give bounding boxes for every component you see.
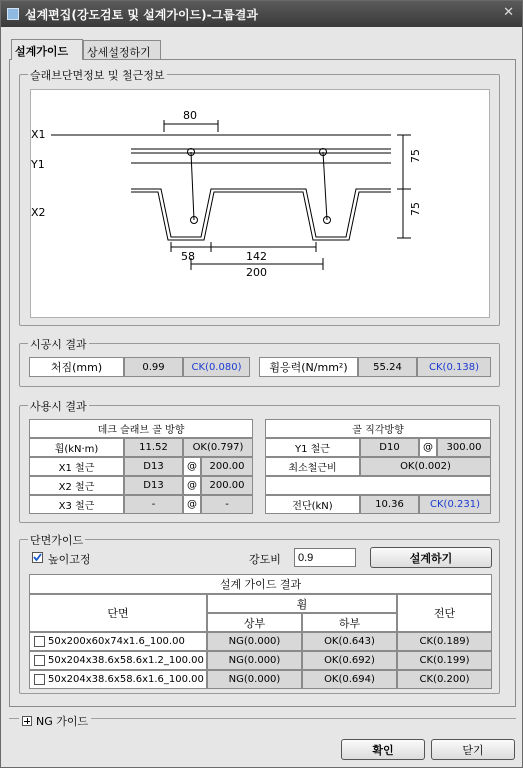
dim-80: 80 [183, 109, 197, 122]
moment-label: 휨(kN·m) [29, 438, 124, 457]
col-moment: 휨 [207, 594, 397, 613]
row-checkbox[interactable] [34, 674, 45, 685]
row-top: NG(0.000) [207, 670, 302, 689]
title-bar[interactable] [1, 1, 522, 27]
y1-spacing: 300.00 [437, 438, 491, 457]
label-x1: X1 [31, 128, 46, 141]
strength-ratio-input[interactable] [294, 548, 356, 567]
service-result-label: 사용시 결과 [30, 400, 87, 413]
row-shear: CK(0.189) [397, 632, 492, 651]
ng-guide-label: NG 가이드 [36, 715, 89, 728]
deflection-value: 0.99 [124, 357, 183, 377]
dim-75-top: 75 [409, 149, 422, 163]
row-section: 50x200x60x74x1.6_100.00 [48, 636, 185, 647]
design-button[interactable]: 설계하기 [370, 547, 492, 568]
shear-label: 전단(kN) [265, 495, 360, 514]
row-bottom: OK(0.694) [302, 670, 397, 689]
tab-detail-settings[interactable]: 상세설정하기 [83, 40, 161, 60]
x2-spacing: 200.00 [201, 476, 253, 495]
row-shear: CK(0.199) [397, 651, 492, 670]
col-top: 상부 [207, 613, 302, 632]
deflection-label: 처짐(mm) [29, 357, 124, 377]
min-ratio-label: 최소철근비 [265, 457, 360, 476]
shear-ck: CK(0.231) [419, 495, 491, 514]
x3-label: X3 철근 [29, 495, 124, 514]
stress-label: 휨응력(N/mm²) [259, 357, 358, 377]
section-guide-group [19, 534, 500, 694]
x2-bar: D13 [124, 476, 183, 495]
row-bottom: OK(0.643) [302, 632, 397, 651]
section-info-group [19, 69, 500, 326]
label-y1: Y1 [31, 158, 45, 171]
row-section: 50x204x38.6x58.6x1.6_100.00 [48, 674, 204, 685]
min-ratio-ok: OK(0.002) [360, 457, 491, 476]
x2-at: @ [183, 476, 201, 495]
right-header: 골 직각방향 [265, 419, 491, 438]
table-row[interactable] [29, 670, 207, 689]
x1-at: @ [183, 457, 201, 476]
ok-button[interactable]: 확인 [341, 739, 425, 760]
row-top: NG(0.000) [207, 632, 302, 651]
row-bottom: OK(0.692) [302, 651, 397, 670]
tab-design-guide[interactable]: 설계가이드 [11, 39, 83, 60]
deflection-ck: CK(0.080) [183, 357, 250, 377]
stress-value: 55.24 [358, 357, 417, 377]
table-row[interactable] [29, 632, 207, 651]
x3-at: @ [183, 495, 201, 514]
row-checkbox[interactable] [34, 636, 45, 647]
left-header: 데크 슬래브 골 방향 [29, 419, 253, 438]
moment-ok: OK(0.797) [183, 438, 253, 457]
row-section: 50x204x38.6x58.6x1.2_100.00 [48, 655, 204, 666]
label-x2: X2 [31, 206, 46, 219]
col-shear: 전단 [397, 594, 492, 632]
blank-row [265, 476, 491, 495]
x1-bar: D13 [124, 457, 183, 476]
x3-spacing: - [201, 495, 253, 514]
fix-height-checkbox[interactable] [32, 552, 43, 563]
strength-ratio-label: 강도비 [249, 553, 281, 566]
x2-label: X2 철근 [29, 476, 124, 495]
section-info-label: 슬래브단면정보 및 철근정보 [30, 69, 165, 82]
row-checkbox[interactable] [34, 655, 45, 666]
construction-result-label: 시공시 결과 [30, 338, 87, 351]
result-title: 설계 가이드 결과 [29, 574, 492, 594]
dim-58: 58 [181, 250, 195, 263]
tab-panel [9, 59, 516, 707]
x1-spacing: 200.00 [201, 457, 253, 476]
close-icon[interactable]: ✕ [503, 5, 514, 20]
y1-label: Y1 철근 [265, 438, 360, 457]
app-icon [7, 8, 19, 20]
col-bottom: 하부 [302, 613, 397, 632]
expand-plus-icon[interactable] [22, 716, 32, 726]
col-section: 단면 [29, 594, 207, 632]
table-row[interactable] [29, 651, 207, 670]
row-top: NG(0.000) [207, 651, 302, 670]
y1-bar: D10 [360, 438, 419, 457]
dim-200: 200 [246, 266, 267, 279]
y1-at: @ [419, 438, 437, 457]
deck-section-svg [31, 90, 491, 319]
dim-142: 142 [246, 250, 267, 263]
service-result-group [19, 400, 500, 523]
row-shear: CK(0.200) [397, 670, 492, 689]
stress-ck: CK(0.138) [417, 357, 491, 377]
moment-value: 11.52 [124, 438, 183, 457]
section-guide-label: 단면가이드 [30, 534, 84, 547]
shear-value: 10.36 [360, 495, 419, 514]
window-title: 설계편집(강도검토 및 설계가이드)-그룹결과 [25, 8, 258, 22]
x1-label: X1 철근 [29, 457, 124, 476]
x3-bar: - [124, 495, 183, 514]
construction-result-group [19, 338, 500, 387]
dim-75-bottom: 75 [409, 202, 422, 216]
fix-height-label: 높이고정 [48, 553, 91, 566]
section-diagram [30, 89, 490, 318]
ng-guide-expander[interactable] [19, 713, 91, 729]
close-button[interactable]: 닫기 [431, 739, 515, 760]
